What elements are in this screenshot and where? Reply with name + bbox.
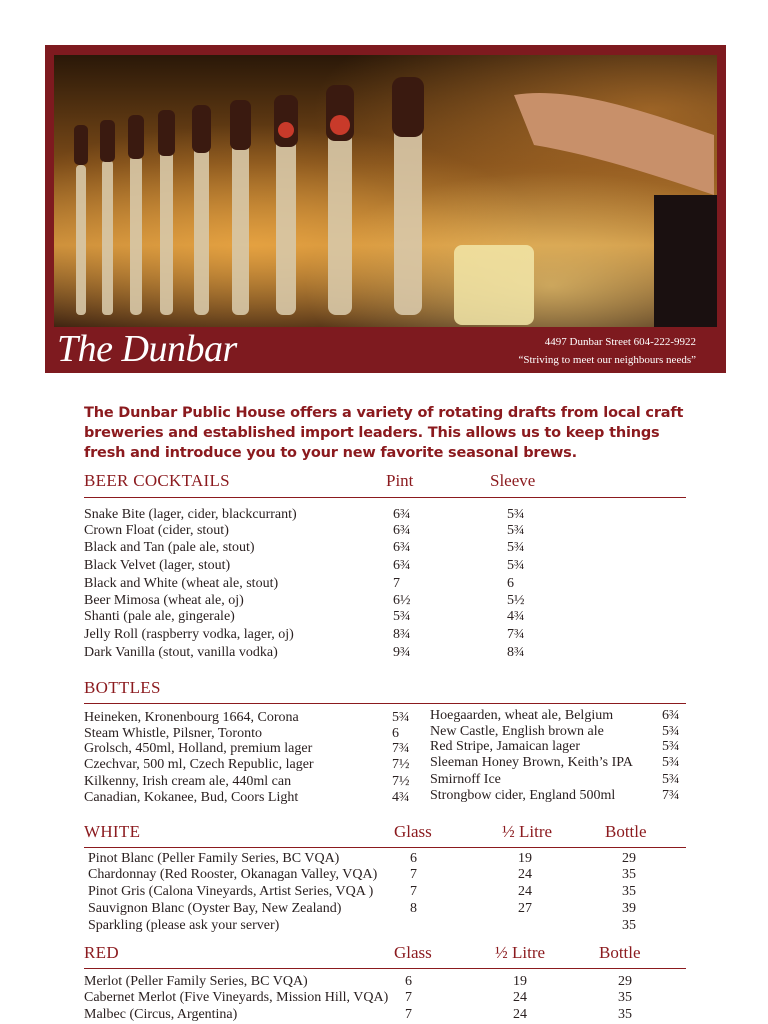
bottle-price: 6 (392, 726, 399, 741)
bar-taps-photo (54, 55, 717, 327)
red-wine-name: Malbec (Circus, Argentina) (84, 1007, 238, 1022)
white-wine-name: Pinot Blanc (Peller Family Series, BC VQA) (88, 851, 340, 866)
cocktail-name: Black and White (wheat ale, stout) (84, 576, 279, 591)
cocktail-pint-price: 9¾ (393, 645, 411, 660)
white-bottle-price: 35 (622, 884, 636, 899)
header-banner (45, 45, 726, 373)
bottle-price: 7¾ (392, 741, 410, 756)
white-bottle-price: 35 (622, 867, 636, 882)
cocktail-pint-price: 6¾ (393, 523, 411, 538)
red-glass-price: 7 (405, 1007, 412, 1022)
bottle-price: 6¾ (662, 708, 680, 723)
white-glass-price: 7 (410, 867, 417, 882)
bottle-name: Kilkenny, Irish cream ale, 440ml can (84, 774, 292, 789)
cocktail-name: Dark Vanilla (stout, vanilla vodka) (84, 645, 278, 660)
white-bottle-price: 39 (622, 901, 636, 916)
bottle-name: Canadian, Kokanee, Bud, Coors Light (84, 790, 299, 805)
cocktail-pint-price: 8¾ (393, 627, 411, 642)
cocktail-pint-price: 7 (393, 576, 400, 591)
white-wine-name: Chardonnay (Red Rooster, Okanagan Valley, VQA) (88, 867, 378, 882)
cocktail-name: Jelly Roll (raspberry vodka, lager, oj) (84, 627, 294, 642)
contact-info (519, 333, 697, 369)
intro-paragraph: The Dunbar Public House offers a variety of rotating drafts from local craft breweries and established import leaders. This allows us to keep things fresh and introduce you to your new favorite seasonal brews. (84, 405, 684, 461)
red-bottle-price: 35 (618, 1007, 632, 1022)
bottle-name: New Castle, English brown ale (430, 724, 604, 739)
white-half-litre-price: 24 (518, 867, 532, 882)
cocktail-name: Crown Float (cider, stout) (84, 523, 229, 538)
white-glass-price: 8 (410, 901, 417, 916)
sleeve-column-header: Sleeve (490, 471, 536, 490)
white-bottle-price: 29 (622, 851, 636, 866)
cocktail-name: Black Velvet (lager, stout) (84, 558, 231, 573)
beer-cocktails-title: BEER COCKTAILS (84, 471, 230, 490)
red-wine-name: Merlot (Peller Family Series, BC VQA) (84, 974, 308, 989)
bottle-price: 7½ (392, 774, 410, 789)
white-glass-header: Glass (394, 822, 432, 841)
bottle-price: 5¾ (662, 755, 680, 770)
red-glass-price: 6 (405, 974, 412, 989)
white-wine-name: Pinot Gris (Calona Vineyards, Artist Series, VQA ) (88, 884, 374, 899)
bottle-name: Heineken, Kronenbourg 1664, Corona (84, 710, 299, 725)
bottle-name: Czechvar, 500 ml, Czech Republic, lager (84, 757, 314, 772)
cocktail-name: Snake Bite (lager, cider, blackcurrant) (84, 507, 297, 522)
white-wine-title: WHITE (84, 822, 141, 841)
red-bottle-price: 35 (618, 990, 632, 1005)
bottle-name: Smirnoff Ice (430, 772, 501, 787)
beer-taps-illustration (54, 55, 717, 327)
bottles-title: BOTTLES (84, 678, 161, 697)
bottle-name: Hoegaarden, wheat ale, Belgium (430, 708, 614, 723)
red-wine-name: Cabernet Merlot (Five Vineyards, Mission Hill, VQA) (84, 990, 389, 1005)
white-half-litre-header: ½ Litre (502, 822, 553, 841)
address-phone: 4497 Dunbar Street 604-222-9922 (544, 336, 696, 348)
cocktail-name: Beer Mimosa (wheat ale, oj) (84, 593, 244, 608)
bottle-price: 5¾ (392, 710, 410, 725)
bottle-price: 5¾ (662, 772, 680, 787)
pint-column-header: Pint (386, 471, 414, 490)
red-bottle-header: Bottle (599, 943, 641, 962)
bottle-price: 7¾ (662, 788, 680, 803)
bottle-name: Steam Whistle, Pilsner, Toronto (84, 726, 262, 741)
red-glass-price: 7 (405, 990, 412, 1005)
white-wine-name: Sparkling (please ask your server) (88, 918, 280, 933)
cocktail-pint-price: 6¾ (393, 507, 411, 522)
white-half-litre-price: 24 (518, 884, 532, 899)
white-glass-price: 7 (410, 884, 417, 899)
red-glass-header: Glass (394, 943, 432, 962)
white-wine-name: Sauvignon Blanc (Oyster Bay, New Zealand) (88, 901, 342, 916)
red-half-litre-price: 24 (513, 990, 527, 1005)
cocktail-sleeve-price: 5½ (507, 593, 525, 608)
red-half-litre-header: ½ Litre (495, 943, 546, 962)
white-bottle-header: Bottle (605, 822, 647, 841)
cocktail-pint-price: 6¾ (393, 540, 411, 555)
cocktail-pint-price: 6¾ (393, 558, 411, 573)
cocktail-name: Shanti (pale ale, gingerale) (84, 609, 235, 624)
cocktail-pint-price: 5¾ (393, 609, 411, 624)
white-bottle-price: 35 (622, 918, 636, 933)
brand-logo-text: The Dunbar (57, 328, 237, 370)
cocktail-sleeve-price: 4¾ (507, 609, 525, 624)
white-half-litre-price: 27 (518, 901, 532, 916)
bottle-name: Sleeman Honey Brown, Keith’s IPA (430, 755, 633, 770)
red-half-litre-price: 19 (513, 974, 527, 989)
beer-cocktails-divider (84, 497, 686, 498)
cocktail-sleeve-price: 5¾ (507, 558, 525, 573)
cocktail-sleeve-price: 5¾ (507, 507, 525, 522)
white-glass-price: 6 (410, 851, 417, 866)
white-wine-divider (84, 847, 686, 848)
red-bottle-price: 29 (618, 974, 632, 989)
bottle-name: Red Stripe, Jamaican lager (430, 739, 581, 754)
cocktail-name: Black and Tan (pale ale, stout) (84, 540, 255, 555)
bottle-price: 5¾ (662, 739, 680, 754)
bottle-price: 5¾ (662, 724, 680, 739)
cocktail-sleeve-price: 6 (507, 576, 514, 591)
bottles-divider (84, 703, 686, 704)
red-half-litre-price: 24 (513, 1007, 527, 1022)
tagline: “Striving to meet our neighbours needs” (518, 354, 696, 366)
cocktail-sleeve-price: 8¾ (507, 645, 525, 660)
bottle-price: 7½ (392, 757, 410, 772)
red-wine-title: RED (84, 943, 119, 962)
cocktail-sleeve-price: 5¾ (507, 523, 525, 538)
bottle-name: Grolsch, 450ml, Holland, premium lager (84, 741, 313, 756)
white-half-litre-price: 19 (518, 851, 532, 866)
red-wine-divider (84, 968, 686, 969)
bottle-price: 4¾ (392, 790, 410, 805)
cocktail-pint-price: 6½ (393, 593, 411, 608)
cocktail-sleeve-price: 5¾ (507, 540, 525, 555)
bottle-name: Strongbow cider, England 500ml (430, 788, 616, 803)
cocktail-sleeve-price: 7¾ (507, 627, 525, 642)
